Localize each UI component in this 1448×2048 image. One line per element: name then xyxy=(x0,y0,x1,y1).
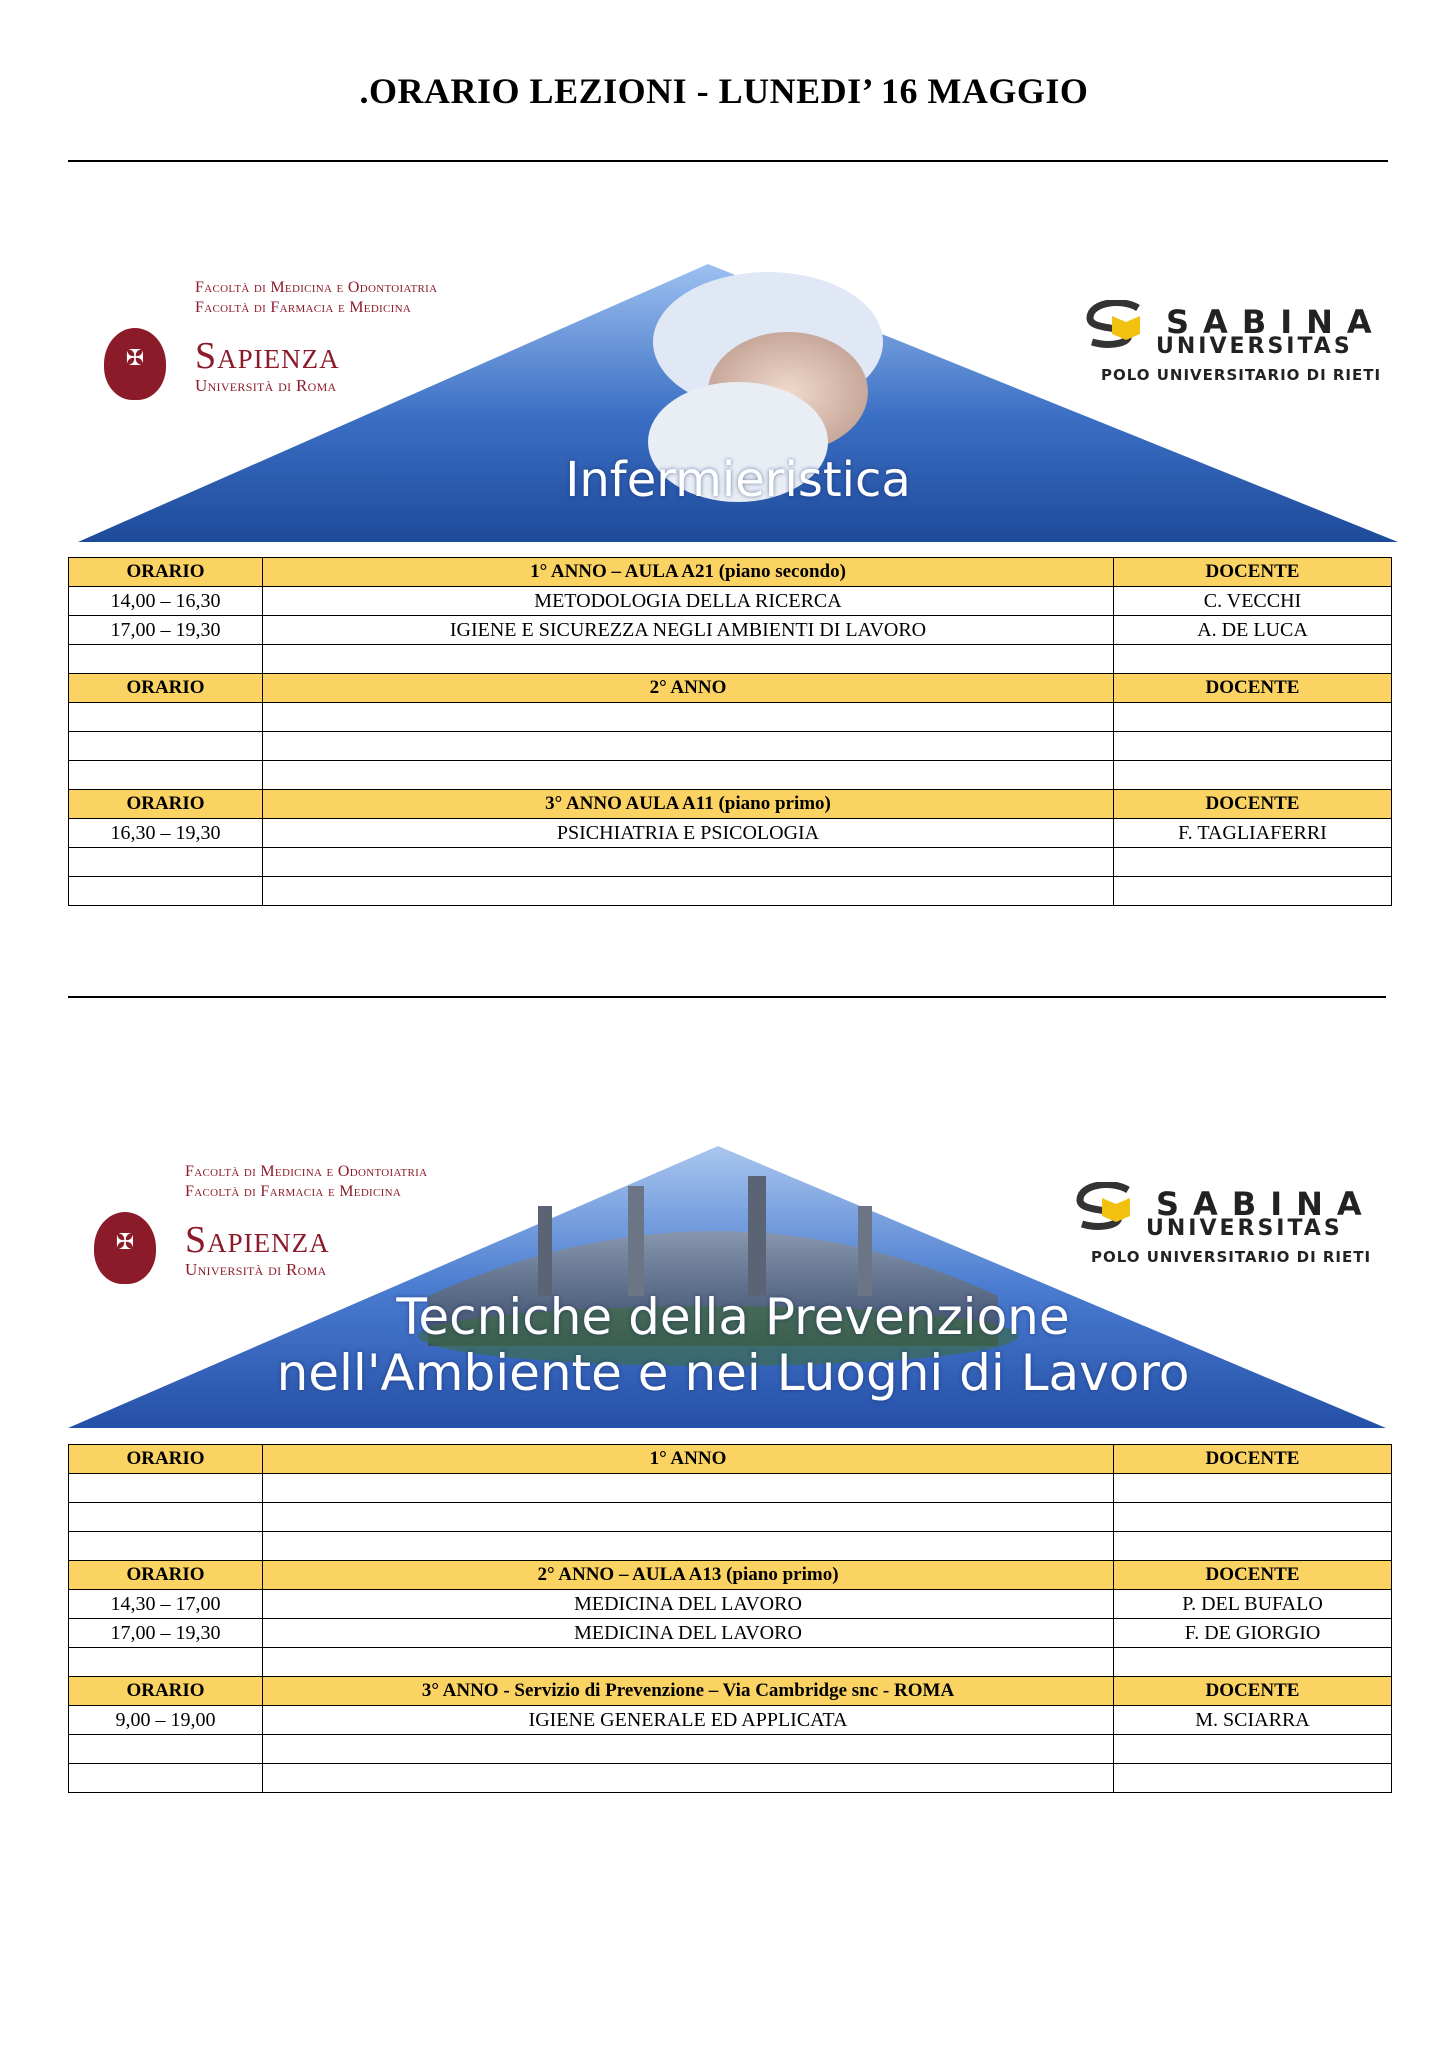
table-row xyxy=(69,1648,1392,1677)
table-row xyxy=(69,645,1392,674)
cell-subject: MEDICINA DEL LAVORO xyxy=(263,1619,1114,1648)
sapienza-subtitle: Università di Roma xyxy=(195,376,337,395)
course-title-line-1: Tecniche della Prevenzione xyxy=(396,1288,1070,1346)
cell-time: 17,00 – 19,30 xyxy=(69,616,263,645)
table-header-row xyxy=(69,790,1392,819)
header-year: 3° ANNO - Servizio di Prevenzione – Via Cambridge snc - ROMA xyxy=(263,1677,1114,1706)
header-orario: ORARIO xyxy=(69,558,263,587)
cell-teacher: C. VECCHI xyxy=(1114,587,1392,616)
cell-teacher: F. DE GIORGIO xyxy=(1114,1619,1392,1648)
table-row xyxy=(69,703,1392,732)
table-row xyxy=(69,848,1392,877)
polo-rieti-text: POLO UNIVERSITARIO DI RIETI xyxy=(1101,366,1382,384)
cell-subject xyxy=(263,761,1114,790)
cell-subject xyxy=(263,703,1114,732)
cell-subject: MEDICINA DEL LAVORO xyxy=(263,1590,1114,1619)
table-row xyxy=(69,1619,1392,1648)
sabina-book-icon xyxy=(1072,1182,1144,1232)
cell-subject xyxy=(263,645,1114,674)
table-header-row xyxy=(69,674,1392,703)
cell-time xyxy=(69,1648,263,1677)
table-row xyxy=(69,1590,1392,1619)
cell-time xyxy=(69,1735,263,1764)
cell-time xyxy=(69,1532,263,1561)
page-title: .ORARIO LEZIONI - LUNEDI’ 16 MAGGIO xyxy=(359,71,1089,111)
sabina-logo-text: SABINA xyxy=(1156,1185,1376,1223)
cell-subject xyxy=(263,1735,1114,1764)
table-row xyxy=(69,1474,1392,1503)
cell-subject xyxy=(263,1532,1114,1561)
cell-time xyxy=(69,703,263,732)
cell-time: 14,30 – 17,00 xyxy=(69,1590,263,1619)
cell-subject xyxy=(263,1503,1114,1532)
header-orario: ORARIO xyxy=(69,1677,263,1706)
banner-prevenzione xyxy=(68,1146,1398,1426)
cell-teacher xyxy=(1114,877,1392,906)
course-title-line-2: nell'Ambiente e nei Luoghi di Lavoro xyxy=(276,1344,1190,1402)
cell-teacher xyxy=(1114,1532,1392,1561)
header-year: 1° ANNO – AULA A21 (piano secondo) xyxy=(263,558,1114,587)
cell-time xyxy=(69,1474,263,1503)
cell-time: 17,00 – 19,30 xyxy=(69,1619,263,1648)
cell-teacher: F. TAGLIAFERRI xyxy=(1114,819,1392,848)
faculty-text xyxy=(195,278,437,318)
header-docente: DOCENTE xyxy=(1114,674,1392,703)
header-year: 3° ANNO AULA A11 (piano primo) xyxy=(263,790,1114,819)
faculty-line-1: Facoltà di Medicina e Odontoiatria xyxy=(185,1163,428,1180)
sapienza-seal-icon: ✠ xyxy=(104,328,166,400)
header-orario: ORARIO xyxy=(69,1445,263,1474)
cell-teacher xyxy=(1114,761,1392,790)
cell-teacher: A. DE LUCA xyxy=(1114,616,1392,645)
table-row xyxy=(69,1764,1392,1793)
cell-time xyxy=(69,1764,263,1793)
sapienza-subtitle: Università di Roma xyxy=(185,1260,327,1279)
table-row xyxy=(69,819,1392,848)
table-row xyxy=(69,1706,1392,1735)
cell-subject xyxy=(263,877,1114,906)
cell-teacher xyxy=(1114,1735,1392,1764)
table-header-row xyxy=(69,1445,1392,1474)
table-row xyxy=(69,1532,1392,1561)
cell-teacher xyxy=(1114,848,1392,877)
polo-rieti-text: POLO UNIVERSITARIO DI RIETI xyxy=(1091,1248,1372,1266)
cell-time: 14,00 – 16,30 xyxy=(69,587,263,616)
cell-teacher xyxy=(1114,645,1392,674)
cell-teacher xyxy=(1114,1648,1392,1677)
header-orario: ORARIO xyxy=(69,790,263,819)
table-row xyxy=(69,1503,1392,1532)
table-row xyxy=(69,1735,1392,1764)
header-year: 2° ANNO – AULA A13 (piano primo) xyxy=(263,1561,1114,1590)
course-title: Infermieristica xyxy=(565,452,911,508)
cell-subject xyxy=(263,1474,1114,1503)
divider-top xyxy=(68,160,1388,162)
cell-teacher xyxy=(1114,703,1392,732)
schedule-table-prevenzione xyxy=(68,1444,1392,1793)
cell-subject xyxy=(263,1648,1114,1677)
header-docente: DOCENTE xyxy=(1114,790,1392,819)
faculty-line-2: Facoltà di Farmacia e Medicina xyxy=(195,299,412,316)
cell-time xyxy=(69,877,263,906)
cell-teacher xyxy=(1114,1474,1392,1503)
header-docente: DOCENTE xyxy=(1114,558,1392,587)
cell-teacher: P. DEL BUFALO xyxy=(1114,1590,1392,1619)
table-row xyxy=(69,587,1392,616)
cell-time xyxy=(69,761,263,790)
cell-subject: METODOLOGIA DELLA RICERCA xyxy=(263,587,1114,616)
universitas-text: UNIVERSITAS xyxy=(1156,334,1353,359)
cell-time: 16,30 – 19,30 xyxy=(69,819,263,848)
cell-subject: PSICHIATRIA E PSICOLOGIA xyxy=(263,819,1114,848)
table-row xyxy=(69,761,1392,790)
table-row xyxy=(69,877,1392,906)
header-orario: ORARIO xyxy=(69,1561,263,1590)
sapienza-logo-text: Sapienza xyxy=(195,335,340,377)
divider-middle xyxy=(68,996,1386,998)
banner-infermieristica xyxy=(68,262,1398,542)
cell-subject: IGIENE GENERALE ED APPLICATA xyxy=(263,1706,1114,1735)
faculty-text xyxy=(185,1162,427,1202)
faculty-line-1: Facoltà di Medicina e Odontoiatria xyxy=(195,279,438,296)
cell-teacher xyxy=(1114,1764,1392,1793)
cell-subject xyxy=(263,732,1114,761)
sabina-book-icon xyxy=(1082,300,1154,350)
cell-subject xyxy=(263,848,1114,877)
header-docente: DOCENTE xyxy=(1114,1561,1392,1590)
header-year: 2° ANNO xyxy=(263,674,1114,703)
sapienza-logo-text: Sapienza xyxy=(185,1219,330,1261)
cell-time: 9,00 – 19,00 xyxy=(69,1706,263,1735)
header-year: 1° ANNO xyxy=(263,1445,1114,1474)
table-header-row xyxy=(69,1561,1392,1590)
cell-time xyxy=(69,645,263,674)
table-row xyxy=(69,616,1392,645)
cell-subject: IGIENE E SICUREZZA NEGLI AMBIENTI DI LAVORO xyxy=(263,616,1114,645)
faculty-line-2: Facoltà di Farmacia e Medicina xyxy=(185,1183,402,1200)
sapienza-seal-icon: ✠ xyxy=(94,1212,156,1284)
cell-teacher xyxy=(1114,1503,1392,1532)
cell-time xyxy=(69,732,263,761)
cell-time xyxy=(69,848,263,877)
cell-time xyxy=(69,1503,263,1532)
sabina-logo-text: SABINA xyxy=(1166,303,1386,341)
header-docente: DOCENTE xyxy=(1114,1445,1392,1474)
cell-teacher: M. SCIARRA xyxy=(1114,1706,1392,1735)
table-row xyxy=(69,732,1392,761)
header-docente: DOCENTE xyxy=(1114,1677,1392,1706)
cell-subject xyxy=(263,1764,1114,1793)
header-orario: ORARIO xyxy=(69,674,263,703)
table-header-row xyxy=(69,558,1392,587)
schedule-table-infermieristica xyxy=(68,557,1392,906)
universitas-text: UNIVERSITAS xyxy=(1146,1216,1343,1241)
table-header-row xyxy=(69,1677,1392,1706)
cell-teacher xyxy=(1114,732,1392,761)
